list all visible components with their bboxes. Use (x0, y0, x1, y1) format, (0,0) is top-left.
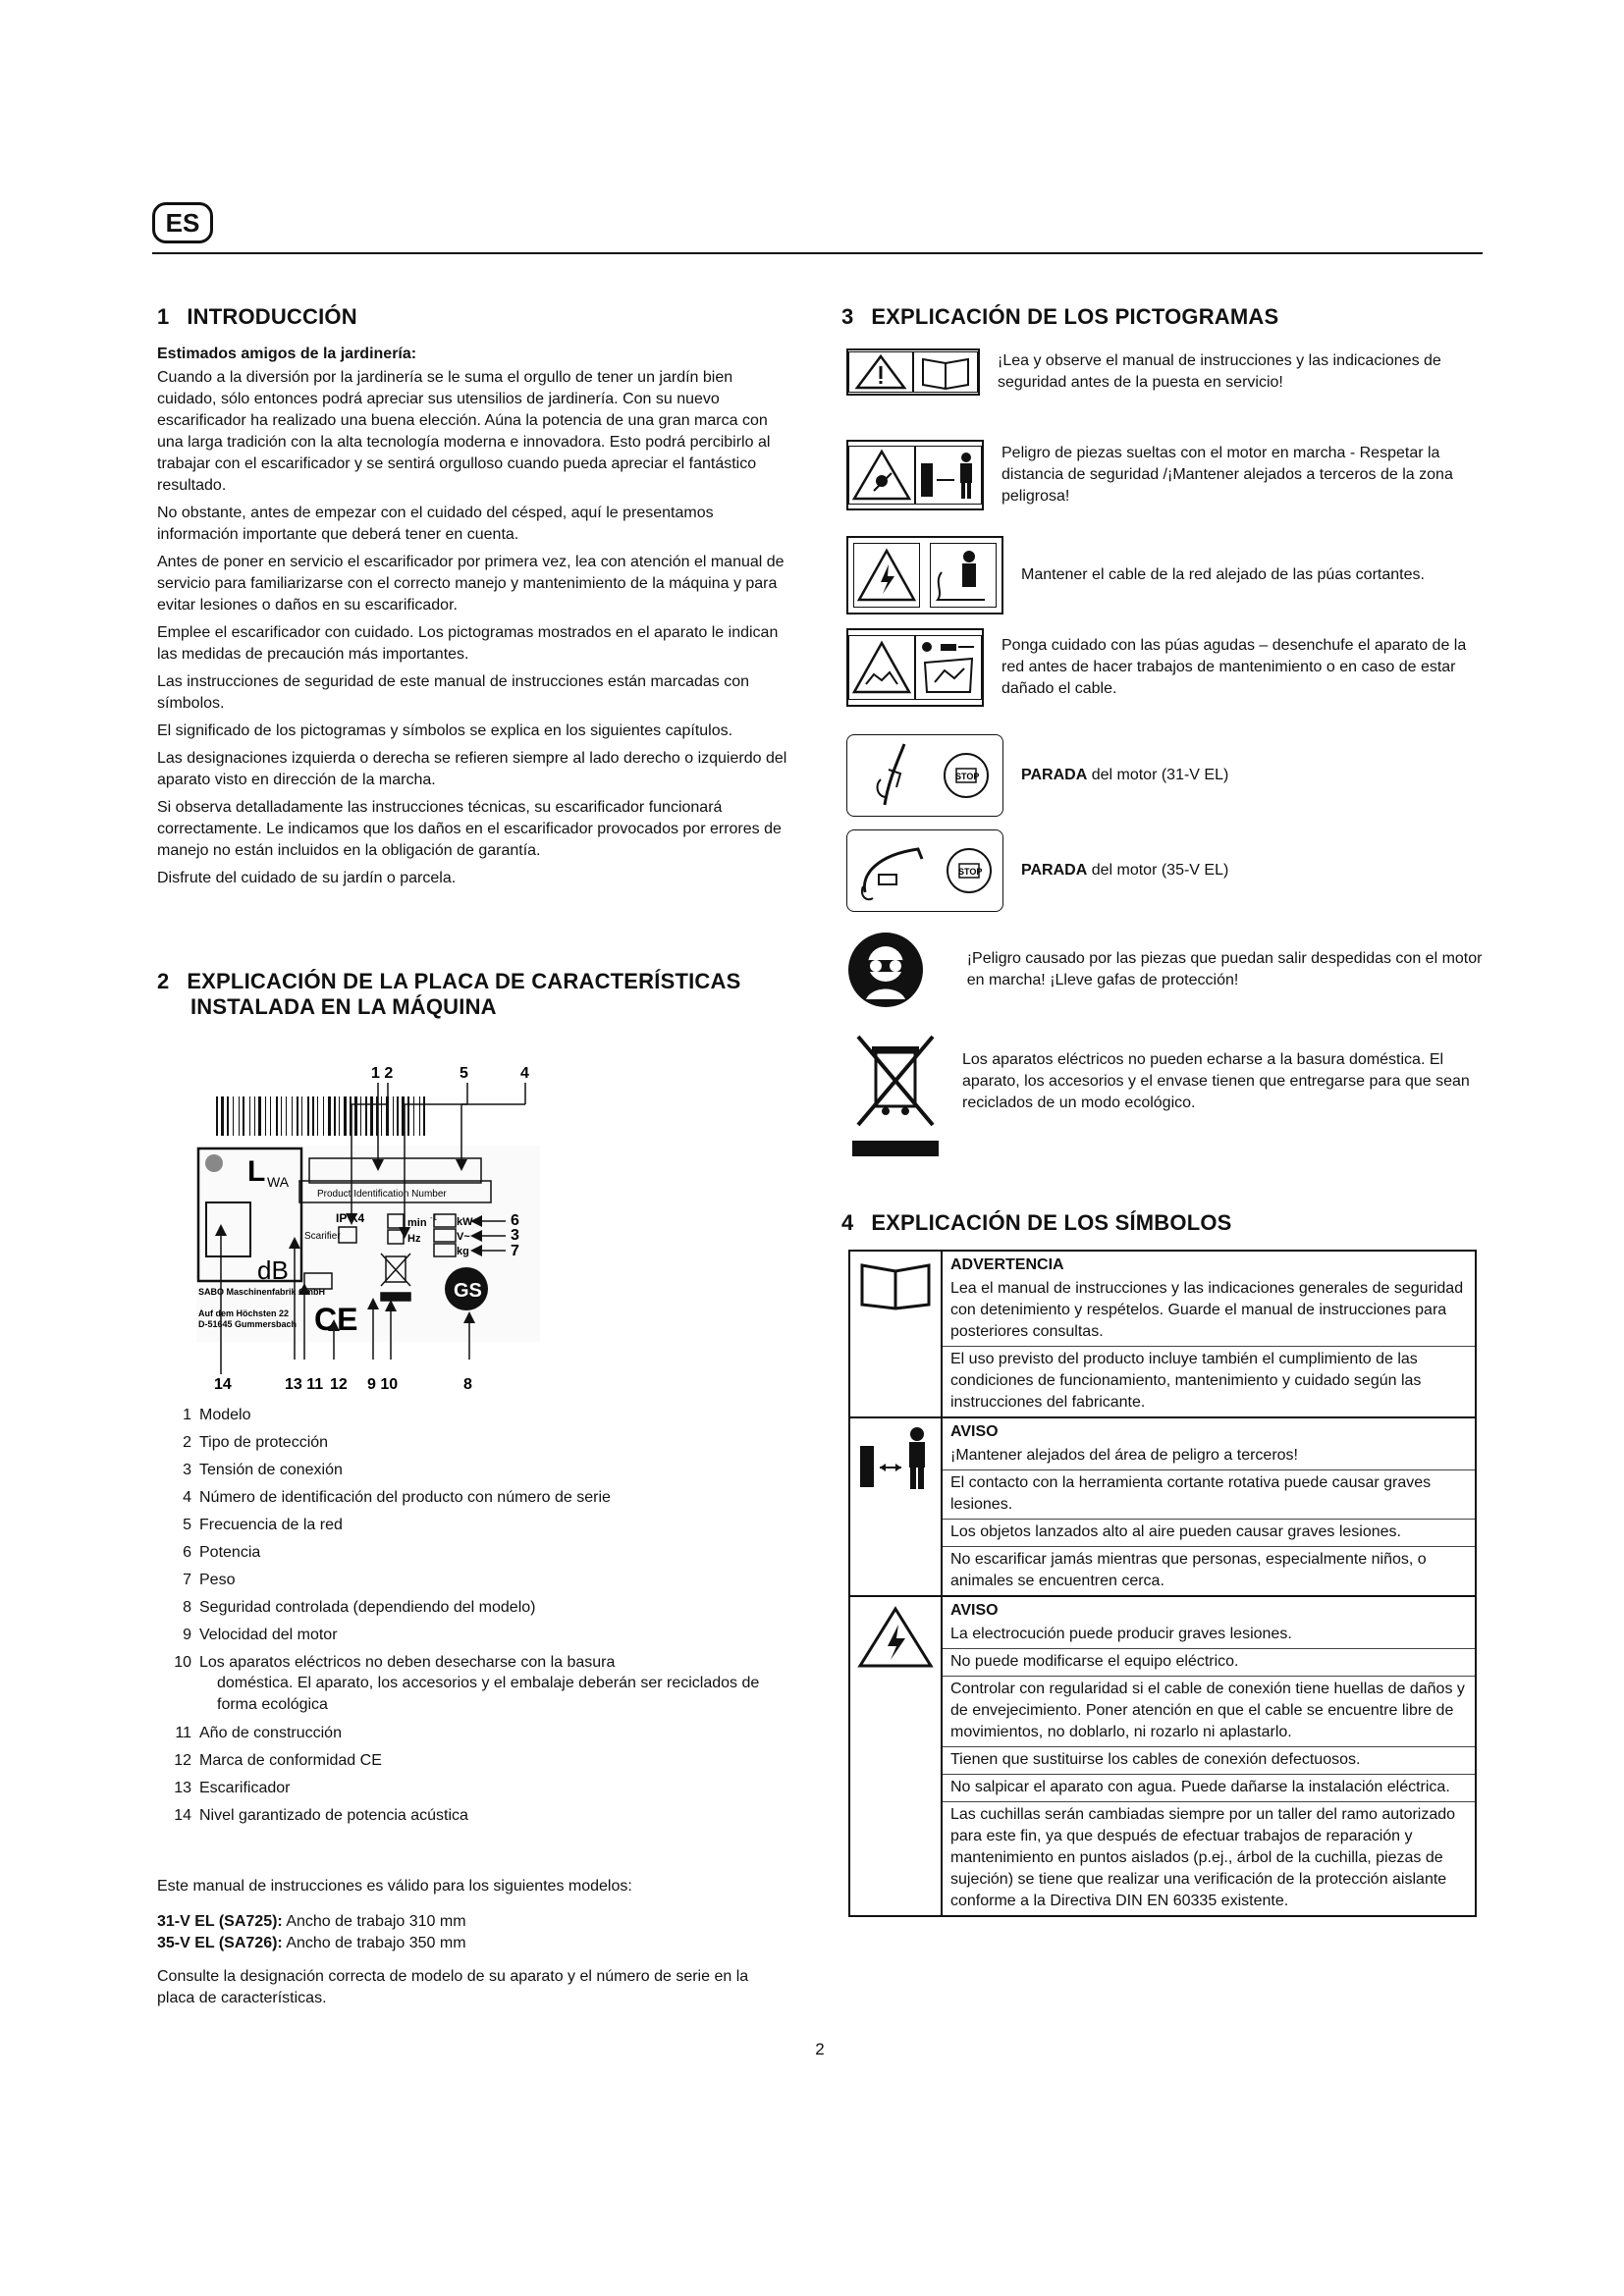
svg-text:STOP: STOP (957, 867, 982, 877)
callout-7: 7 (511, 1243, 519, 1259)
barcode-bar (254, 1096, 255, 1136)
symbol-paragraph: Las cuchillas serán cambiadas siempre por un taller del ramo autorizado para este fin, ya que después de efectuar trabajos de reparación y mantenimiento en puntos aislados (p.ej., árbol de la cuchilla, piezas de sujeción) se tiene que realizar una verificación de la protección aislante conforme a la Directiva DIN EN 60335 existente. (943, 1801, 1475, 1915)
barcode-bar (360, 1096, 361, 1136)
legend-text: Los aparatos eléctricos no deben desecharse con la basura (199, 1654, 616, 1671)
legend-item (172, 1539, 781, 1567)
section-2-heading: 2 EXPLICACIÓN DE LA PLACA DE CARACTERÍSTICAS INSTALADA EN LA MÁQUINA (157, 969, 741, 1019)
symbol-title: AVISO (950, 1602, 999, 1619)
legend-text: Peso (199, 1572, 236, 1588)
callout-5: 5 (460, 1065, 468, 1082)
symbol-title: ADVERTENCIA (950, 1256, 1064, 1273)
company-name: SABO Maschinenfabrik GmbH (198, 1287, 326, 1297)
legend-item (172, 1747, 781, 1775)
svg-text:STOP: STOP (955, 772, 980, 781)
barcode-bar (370, 1096, 373, 1136)
rating-plate-diagram (177, 1065, 663, 1394)
barcode-bar (423, 1096, 425, 1136)
callout-12: 12 (330, 1376, 348, 1393)
barcode-bar (354, 1096, 357, 1136)
stop-35-pictogram (846, 829, 1003, 912)
pictogram-text: ¡Peligro causado por las piezas que puedan salir despedidas con el motor en marcha! ¡Lleve gafas de protección! (966, 950, 1483, 988)
symbol-paragraph: El contacto con la herramienta cortante rotativa puede causar graves lesiones. (943, 1469, 1475, 1519)
db-label: dB (257, 1255, 289, 1285)
legend-text: Velocidad del motor (199, 1627, 338, 1643)
barcode-bar (317, 1096, 318, 1136)
barcode-bar (270, 1096, 271, 1136)
intro-paragraph: Disfrute del cuidado de su jardín o parcela. (157, 870, 457, 886)
barcode-bar (239, 1096, 240, 1136)
legend-item (172, 1429, 781, 1457)
legend-text: Nivel garantizado de potencia acústica (199, 1807, 468, 1824)
barcode-bar (301, 1096, 302, 1136)
symbol-paragraph: No salpicar el aparato con agua. Puede dañarse la instalación eléctrica. (943, 1774, 1475, 1801)
section-1-heading: 1 INTRODUCCIÓN (157, 304, 357, 329)
gs-mark-icon (445, 1267, 488, 1310)
symbol-paragraph: No puede modificarse el equipo eléctrico. (943, 1648, 1475, 1676)
legend-number: 8 (183, 1599, 191, 1616)
language-badge: ES (152, 202, 213, 243)
barcode-bar (227, 1096, 229, 1136)
legend-item (172, 1457, 781, 1484)
symbol-paragraph: Lea el manual de instrucciones y las indicaciones generales de seguridad con detenimiento y respételos. Guarde el manual de instrucciones para posteriores consultas. (950, 1280, 1464, 1340)
pin-label: Product Identification Number (317, 1189, 447, 1200)
consult-text: Consulte la designación correcta de modelo de su aparato y el número de serie en la placa de características. (157, 1968, 749, 2006)
callout-4: 4 (520, 1065, 529, 1082)
intro-paragraph: Si observa detalladamente las instrucciones técnicas, su escarificador funcionará correctamente. Le indicamos que los daños en el escarificador provocados por errores de manejo no están incluidos en la obligación de garantía. (157, 799, 782, 859)
header-rule (152, 252, 1483, 254)
cable-away-icon (930, 543, 997, 608)
pictogram-text: Peligro de piezas sueltas con el motor en marcha - Respetar la distancia de seguridad /¡Mantener alejados a terceros de la zona peligrosa! (1001, 445, 1453, 505)
intro-paragraph: Las designaciones izquierda o derecha se refieren siempre al lado derecho o izquierdo del aparato visto en dirección de la marcha. (157, 750, 787, 788)
pictogram-text: PARADA del motor (31-V EL) (1021, 767, 1229, 783)
legend-number: 5 (183, 1517, 191, 1533)
goggles-pictogram (846, 931, 949, 1009)
legend-number: 1 (183, 1407, 191, 1423)
barcode-bar (334, 1096, 336, 1136)
v-label: V~ (457, 1231, 470, 1243)
legend-item (172, 1402, 781, 1429)
sharp-tines-pictogram (846, 628, 984, 707)
callout-14: 14 (214, 1376, 232, 1393)
callout-13-11: 13 11 (285, 1376, 324, 1393)
barcode-bar (216, 1096, 218, 1136)
min-sup: -1 (430, 1213, 438, 1222)
safety-goggles-icon (846, 931, 925, 1009)
manual-book-icon (854, 1257, 937, 1312)
legend-item (172, 1567, 781, 1594)
legend-item (172, 1512, 781, 1539)
callout-6: 6 (511, 1212, 519, 1229)
legend-number: 2 (183, 1434, 191, 1451)
symbol-paragraph: Tienen que sustituirse los cables de conexión defectuosos. (943, 1746, 1475, 1774)
symbol-paragraph: ¡Mantener alejados del área de peligro a terceros! (950, 1447, 1298, 1464)
pictogram-row (846, 628, 1485, 707)
intro-paragraph: Las instrucciones de seguridad de este manual de instrucciones están marcadas con símbolos. (157, 673, 750, 712)
intro-paragraph: No obstante, antes de empezar con el cuidado del césped, aquí le presentamos información importante que deberá tener en cuenta. (157, 505, 714, 543)
hz-label: Hz (407, 1233, 421, 1245)
barcode-bar (328, 1096, 331, 1136)
lwa-sub: WA (267, 1174, 290, 1190)
weee-pictogram (846, 1031, 945, 1158)
electric-hazard-icon (854, 1603, 937, 1672)
unplug-icon (915, 635, 982, 700)
legend-item (172, 1484, 781, 1512)
pictogram-text: Ponga cuidado con las púas agudas – desenchufe el aparato de la red antes de hacer trabajos de mantenimiento o en caso de estar dañado el cable. (1001, 637, 1467, 697)
pictogram-text: ¡Lea y observe el manual de instrucciones y las indicaciones de seguridad antes de la puesta en servicio! (998, 352, 1441, 391)
flying-parts-warning-icon (848, 446, 915, 505)
barcode-bar (221, 1096, 224, 1136)
cable-pictogram (846, 536, 1003, 614)
barcode-bar (307, 1096, 309, 1136)
min-label: min (407, 1217, 427, 1229)
legend-number: 7 (183, 1572, 191, 1588)
intro-paragraph: Cuando a la diversión por la jardinería se le suma el orgullo de tener un jardín bien cuidado, sólo entonces podrá apreciar sus utensilios de jardinería. Con su nuevo escarificador ha realizado una buena elección. Aúna la potencia de una gran marca con una larga tradición con la alta tecnología moderna e innovadora. Esto podrá percibirlo al trabajar con el escarificador y se sentirá orgulloso cuando pueda apreciar el fantástico resultado. (157, 369, 771, 494)
valid-text: Este manual de instrucciones es válido para los siguientes modelos: (157, 1878, 632, 1895)
barcode-bar (286, 1096, 287, 1136)
stop-31-pictogram (846, 734, 1003, 817)
svg-text:GS: GS (454, 1280, 482, 1302)
section-3-heading: 3 EXPLICACIÓN DE LOS PICTOGRAMAS (841, 304, 1279, 329)
barcode-bar (344, 1096, 347, 1136)
page-number: 2 (815, 2040, 825, 2058)
pictogram-text: Mantener el cable de la red alejado de las púas cortantes. (1021, 566, 1425, 583)
legend-text: Escarificador (199, 1780, 291, 1796)
symbol-paragraph: No escarificar jamás mientras que personas, especialmente niños, o animales se encuentren cerca. (943, 1546, 1475, 1595)
legend-text: Tensión de conexión (199, 1462, 343, 1478)
pictogram-row (846, 829, 1485, 912)
barcode-bar (249, 1096, 250, 1136)
legend-number: 11 (175, 1725, 191, 1741)
legend-text: Marca de conformidad CE (199, 1752, 382, 1769)
legend-text: Tipo de protección (199, 1434, 329, 1451)
barcode-bar (365, 1096, 367, 1136)
legend-text: Frecuencia de la red (199, 1517, 343, 1533)
symbols-row (849, 1251, 1476, 1417)
stop-motor-icon (945, 846, 994, 895)
barcode-bar (397, 1096, 399, 1136)
pictogram-text: Los aparatos eléctricos no pueden echarse a la basura doméstica. El aparato, los accesorios y el envase tienen que entregarse para que sean reciclados de un modo ecológico. (962, 1051, 1470, 1111)
legend-number: 10 (174, 1654, 191, 1671)
section-4-heading: 4 EXPLICACIÓN DE LOS SÍMBOLOS (841, 1210, 1232, 1235)
handle-lever-icon (859, 740, 918, 811)
legend-number: 3 (183, 1462, 191, 1478)
model-line: 31-V EL (SA725): Ancho de trabajo 310 mm (157, 1913, 466, 1930)
symbols-table (848, 1250, 1477, 1917)
legend-item (172, 1594, 781, 1622)
valid-models-block (157, 1876, 785, 2009)
legend-number: 6 (183, 1544, 191, 1561)
symbol-paragraph: El uso previsto del producto incluye también el cumplimiento de las condiciones de funcionamiento, mantenimiento y cuidado según las instrucciones del fabricante. (943, 1346, 1475, 1416)
keep-distance-icon (915, 446, 982, 505)
callout-3: 3 (511, 1227, 519, 1244)
read-manual-pictogram (846, 348, 980, 396)
pictogram-text: PARADA del motor (35-V EL) (1021, 862, 1229, 879)
barcode-bar (413, 1096, 414, 1136)
barcode-bar (233, 1096, 234, 1136)
barcode-bar (265, 1096, 266, 1136)
callout-9-10: 9 10 (367, 1376, 399, 1393)
pictogram-row (846, 348, 1485, 396)
legend-item (172, 1802, 781, 1830)
barcode-bar (312, 1096, 314, 1136)
symbols-row (849, 1596, 1476, 1916)
legend-item (172, 1720, 781, 1747)
barcode-bar (323, 1096, 324, 1136)
symbol-title: AVISO (950, 1423, 999, 1440)
company-address-1: Auf dem Höchsten 22 (198, 1308, 290, 1318)
kw-label: kW (457, 1216, 473, 1228)
kg-label: kg (457, 1246, 469, 1257)
legend-number: 4 (183, 1489, 191, 1506)
crossed-bin-icon (846, 1031, 945, 1158)
symbol-paragraph: La electrocución puede producir graves lesiones. (950, 1626, 1292, 1642)
pictogram-row (846, 536, 1485, 614)
legend-text: Año de construcción (199, 1725, 342, 1741)
pictogram-row (846, 1031, 1485, 1158)
legend-text-continued: doméstica. El aparato, los accesorios y el embalaje deberán ser reciclados de forma ecológica (217, 1675, 760, 1713)
ce-mark: CE (314, 1302, 358, 1337)
keep-distance-icon (854, 1424, 937, 1493)
handle-bar-icon (857, 835, 926, 906)
barcode-bar (258, 1096, 261, 1136)
barcode-bar (339, 1096, 340, 1136)
intro-paragraph: Antes de poner en servicio el escarificador por primera vez, lea con atención el manual de servicio para familiarizarse con el correcto manejo y mantenimiento de la máquina y para evitar lesiones o daños en su escarificador. (157, 554, 785, 614)
barcode-bar (243, 1096, 244, 1136)
legend-number: 12 (174, 1752, 191, 1769)
barcode-bar (276, 1096, 278, 1136)
barcode-bar (393, 1096, 394, 1136)
electric-hazard-icon (853, 543, 920, 608)
model-line: 35-V EL (SA726): Ancho de trabajo 350 mm (157, 1935, 466, 1951)
sharp-tines-warning-icon (848, 635, 915, 700)
symbol-paragraph: Controlar con regularidad si el cable de conexión tiene huellas de daños y de envejecimiento. Poner atención en que el cable se encuentre libre de movimientos, no doblarlo, ni rozarlo ni aplastarlo. (943, 1676, 1475, 1746)
legend-text: Número de identificación del producto con número de serie (199, 1489, 611, 1506)
ipx4-label: IP X4 (336, 1211, 365, 1225)
plate-legend (172, 1402, 781, 1830)
pictogram-row (846, 734, 1485, 817)
intro-paragraph: Emplee el escarificador con cuidado. Los pictogramas mostrados en el aparato le indican las medidas de precaución más importantes. (157, 624, 779, 663)
section-1 (157, 304, 787, 895)
callout-1-2: 1 2 (371, 1065, 394, 1082)
barcode-bar (419, 1096, 420, 1136)
barcode-bar (292, 1096, 293, 1136)
barcode-bar (407, 1096, 409, 1136)
symbols-row (849, 1417, 1476, 1596)
stop-motor-icon (942, 751, 991, 800)
legend-item (172, 1622, 781, 1649)
barcode-bar (381, 1096, 382, 1136)
manual-book-icon (913, 351, 978, 393)
legend-text: Modelo (199, 1407, 251, 1423)
pictogram-row (846, 931, 1485, 1009)
legend-number: 9 (183, 1627, 191, 1643)
warning-triangle-icon (848, 351, 913, 393)
legend-item (172, 1775, 781, 1802)
callout-8: 8 (463, 1376, 472, 1393)
legend-number: 14 (174, 1807, 191, 1824)
scarifier-label: Scarifier (304, 1231, 341, 1242)
company-address-2: D-51645 Gummersbach (198, 1319, 298, 1329)
legend-text: Seguridad controlada (dependiendo del modelo) (199, 1599, 536, 1616)
intro-lead: Estimados amigos de la jardinería: (157, 346, 417, 362)
barcode-bar (281, 1096, 282, 1136)
pictogram-row (846, 440, 1485, 510)
symbol-paragraph: Los objetos lanzados alto al aire pueden causar graves lesiones. (943, 1519, 1475, 1546)
barcode-bar (297, 1096, 298, 1136)
flying-parts-pictogram (846, 440, 984, 510)
legend-text: Potencia (199, 1544, 261, 1561)
intro-paragraph: El significado de los pictogramas y símbolos se explica en los siguientes capítulos. (157, 722, 733, 739)
barcode (216, 1096, 425, 1136)
lwa-label: L (247, 1155, 266, 1188)
legend-number: 13 (174, 1780, 191, 1796)
